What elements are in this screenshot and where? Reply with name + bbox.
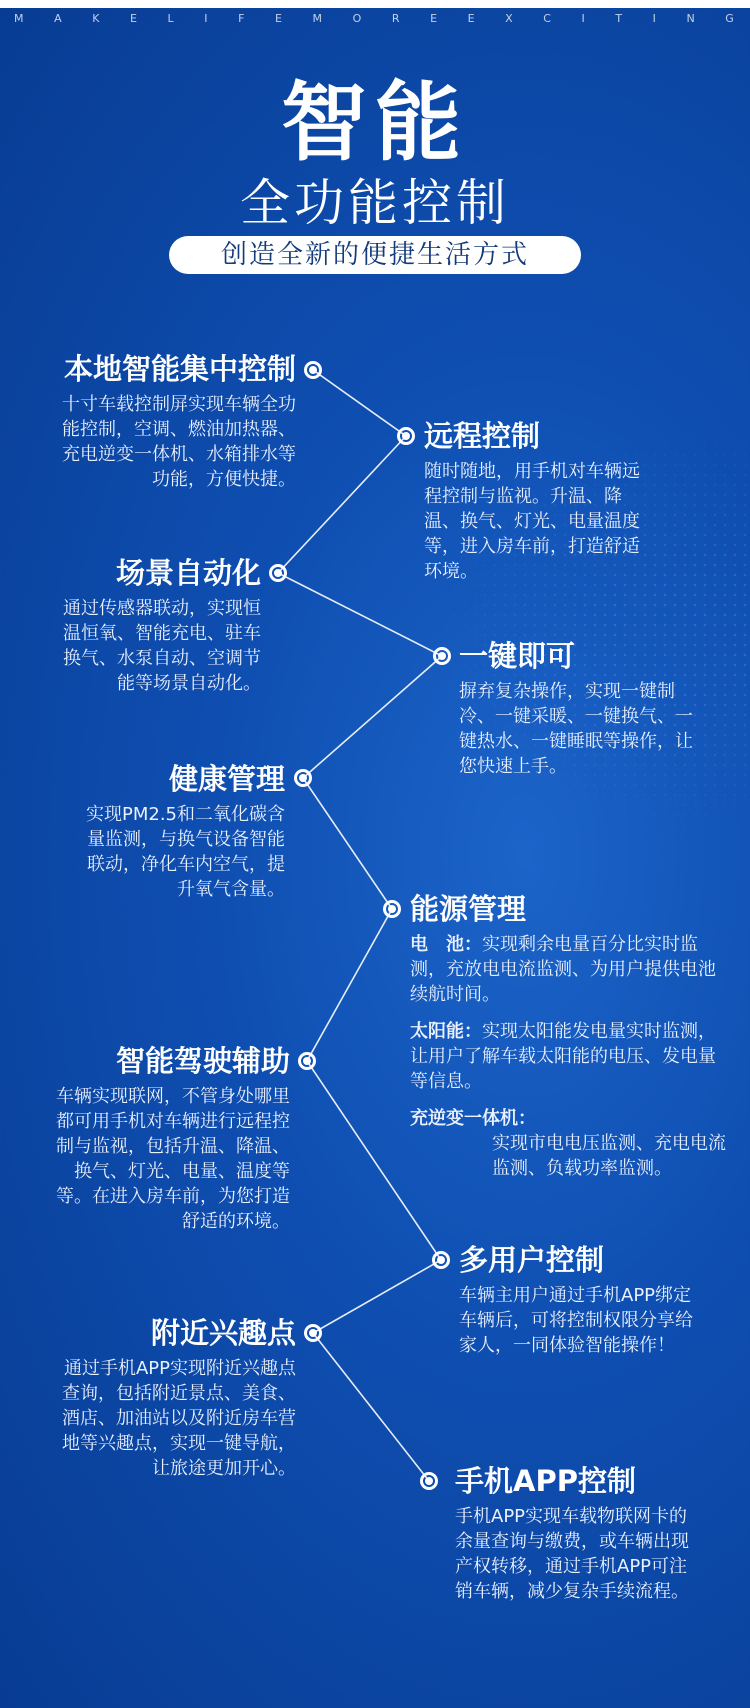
energy-inverter-label: 充逆变一体机： (410, 1108, 536, 1129)
node-multi-user (432, 1251, 450, 1269)
tagline-letter: E (467, 12, 477, 25)
energy-battery-label: 电 池： (410, 934, 482, 955)
feature-health (70, 760, 285, 902)
tagline-letter: L (167, 12, 176, 25)
slogan-pill: 创造全新的便捷生活方式 (169, 236, 581, 274)
feature-title: 能源管理 (410, 892, 527, 926)
node-poi (304, 1324, 322, 1342)
node-driving-assist (298, 1052, 316, 1070)
feature-title: 本地智能集中控制 (63, 352, 296, 386)
node-local-control (304, 361, 322, 379)
tagline-letter: E (129, 12, 139, 25)
feature-text: 手机APP实现车载物联网卡的余量查询与缴费，或车辆出现产权转移，通过手机APP可注销车辆，减少复杂手续流程。 (455, 1506, 689, 1602)
energy-inverter-text: 实现市电电压监测、充电电流监测、负载功率监测。 (492, 1133, 726, 1179)
feature-text: 摒弃复杂操作，实现一键制冷、一键采暖、一键换气、一键热水、一键睡眠等操作，让您快速上手。 (459, 681, 693, 777)
feature-title: 一键即可 (459, 639, 576, 673)
feature-app-control (455, 1462, 705, 1604)
energy-battery-text: 实现剩余电量百分比实时监测，充放电电流监测、为用户提供电池续航时间。 (410, 934, 716, 1005)
feature-text: 十寸车载控制屏实现车辆全功能控制，空调、燃油加热器、充电逆变一体机、水箱排水等功能，方便快捷。 (62, 394, 296, 490)
feature-driving-assist (42, 1042, 290, 1234)
feature-energy (410, 890, 730, 1193)
tagline-letter: O (352, 12, 364, 25)
node-one-key (433, 647, 451, 665)
tagline-letter: A (54, 12, 64, 25)
feature-title: 多用户控制 (459, 1243, 605, 1277)
tagline-letter: F (238, 12, 247, 25)
tagline-letter: M (312, 12, 324, 25)
node-energy (383, 900, 401, 918)
tagline-letter: M (14, 12, 26, 25)
feature-local-control (46, 350, 296, 492)
feature-text: 通过手机APP实现附近兴趣点查询，包括附近景点、美食、酒店、加油站以及附近房车营地等兴趣点，实现一键导航，让旅途更加开心。 (62, 1358, 296, 1479)
feature-text: 通过传感器联动，实现恒温恒氧、智能充电、驻车换气、水泵自动、空调节能等场景自动化。 (63, 598, 261, 694)
tagline-letter: R (391, 12, 402, 25)
tagline-letter: N (686, 12, 697, 25)
energy-solar-text: 实现太阳能发电量实时监测，让用户了解车载太阳能的电压、发电量等信息。 (410, 1021, 716, 1092)
tagline-letter: C (543, 12, 553, 25)
tagline-letter: I (204, 12, 210, 25)
energy-solar (410, 1019, 730, 1094)
feature-text: 车辆主用户通过手机APP绑定车辆后，可将控制权限分享给家人，一同体验智能操作！ (459, 1285, 693, 1356)
feature-scene-automation (46, 554, 261, 696)
feature-title: 手机APP控制 (455, 1464, 636, 1498)
tagline-letter: E (274, 12, 284, 25)
page-title: 智能 (281, 72, 469, 173)
node-remote-control (397, 427, 415, 445)
feature-remote-control (424, 417, 654, 584)
feature-title: 远程控制 (424, 419, 541, 453)
tagline-letter: I (652, 12, 658, 25)
page-subtitle: 全功能控制 (240, 174, 510, 232)
node-scene-automation (269, 564, 287, 582)
tagline-letter: K (92, 12, 102, 25)
feature-poi (52, 1314, 296, 1481)
feature-title: 健康管理 (168, 762, 285, 796)
feature-title: 附近兴趣点 (150, 1316, 296, 1350)
tagline-letter: I (581, 12, 587, 25)
feature-title: 场景自动化 (115, 556, 261, 590)
node-app-control (420, 1472, 438, 1490)
feature-title: 智能驾驶辅助 (115, 1044, 290, 1078)
feature-text: 随时随地，用手机对车辆远程控制与监视。升温、降温、换气、灯光、电量温度等，进入房车前，打造舒适环境。 (424, 461, 640, 582)
energy-solar-label: 太阳能： (410, 1021, 482, 1042)
feature-text: 实现PM2.5和二氧化碳含量监测，与换气设备智能联动，净化车内空气，提升氧气含量。 (85, 804, 285, 900)
tagline-letter: G (725, 12, 736, 25)
feature-multi-user (459, 1241, 709, 1358)
node-health (294, 769, 312, 787)
feature-text: 车辆实现联网，不管身处哪里都可用手机对车辆进行远程控制与监视，包括升温、降温、换气、灯光、电量、温度等等。在进入房车前，为您打造舒适的环境。 (56, 1086, 290, 1232)
tagline-letter: T (615, 12, 625, 25)
feature-one-key (459, 637, 709, 779)
energy-battery (410, 932, 730, 1007)
tagline-letter: X (505, 12, 515, 25)
tagline-letter: E (430, 12, 440, 25)
energy-inverter (410, 1106, 730, 1181)
